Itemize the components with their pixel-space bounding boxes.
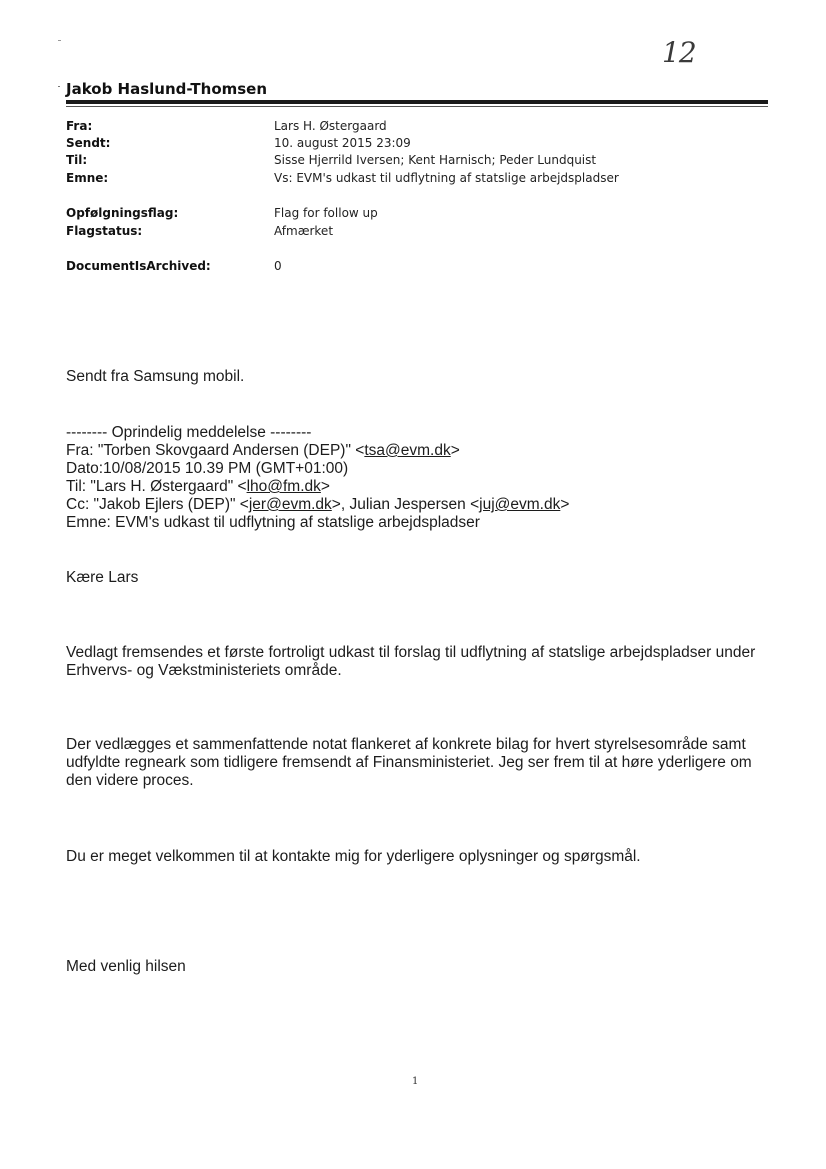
body-paragraph: Du er meget velkommen til at kontakte mig for yderligere oplysninger og spørgsmål. [66, 848, 641, 865]
header-divider-thick [66, 100, 768, 104]
header-row-sent [66, 136, 766, 154]
original-to-line [66, 478, 766, 496]
body-paragraph: Vedlagt fremsendes et første fortroligt udkast til forslag til udflytning af statslige arbejdspladser under Erhvervs- og Vækstministeriets område. [66, 644, 756, 679]
header-value: Lars H. Østergaard [274, 119, 387, 133]
header-label: Emne: [66, 171, 109, 185]
header-value: Afmærket [274, 224, 334, 238]
closing: Med venlig hilsen [66, 958, 186, 975]
original-message-header: -------- Oprindelig meddelelse -------- [66, 424, 312, 441]
header-label: DocumentIsArchived: [66, 259, 211, 273]
bracket-text: > [320, 478, 330, 495]
bracket-text: > [560, 496, 570, 513]
greeting: Kære Lars [66, 569, 139, 586]
original-from-text: Fra: "Torben Skovgaard Andersen (DEP)" < [66, 442, 365, 459]
header-row-subject [66, 171, 766, 189]
sent-from-line: Sendt fra Samsung mobil. [66, 368, 245, 385]
header-label: Fra: [66, 119, 93, 133]
header-value: 10. august 2015 23:09 [274, 136, 411, 150]
bracket-text: > [450, 442, 460, 459]
header-row-to [66, 153, 766, 171]
original-to-text: Til: "Lars H. Østergaard" < [66, 478, 247, 495]
email-link[interactable]: lho@fm.dk [246, 478, 321, 495]
header-row-archived [66, 259, 766, 277]
page-number: 1 [412, 1076, 419, 1087]
header-row-followup-flag [66, 206, 766, 224]
header-value: Sisse Hjerrild Iversen; Kent Harnisch; Peder Lundquist [274, 153, 597, 167]
email-link[interactable]: juj@evm.dk [479, 496, 561, 513]
original-from-line [66, 442, 766, 460]
scan-speck [58, 40, 61, 41]
email-link[interactable]: tsa@evm.dk [364, 442, 451, 459]
scan-speck [58, 86, 60, 87]
header-divider-thin [66, 106, 768, 107]
cc-middle-text: >, Julian Jespersen < [331, 496, 480, 513]
header-label: Til: [66, 153, 88, 167]
mailbox-owner-name: Jakob Haslund-Thomsen [66, 80, 268, 98]
original-date-line: Dato:10/08/2015 10.39 PM (GMT+01:00) [66, 460, 349, 477]
header-value: Flag for follow up [274, 206, 378, 220]
original-cc-text: Cc: "Jakob Ejlers (DEP)" < [66, 496, 249, 513]
header-label: Sendt: [66, 136, 111, 150]
handwritten-page-number: 12 [662, 36, 696, 69]
body-paragraph: Der vedlægges et sammenfattende notat flankeret af konkrete bilag for hvert styrelsesområde samt udfyldte regneark som tidligere fremsendt af Finansministeriet. Jeg ser frem til at høre yderligere om den videre proces. [66, 736, 752, 789]
header-value: Vs: EVM's udkast til udflytning af statslige arbejdspladser [274, 171, 619, 185]
email-link[interactable]: jer@evm.dk [248, 496, 332, 513]
header-label: Opfølgningsflag: [66, 206, 179, 220]
original-subject-line: Emne: EVM's udkast til udflytning af statslige arbejdspladser [66, 514, 480, 531]
header-label: Flagstatus: [66, 224, 143, 238]
header-row-flag-status [66, 224, 766, 242]
header-row-from [66, 119, 766, 137]
original-cc-line [66, 496, 766, 514]
header-value: 0 [274, 259, 282, 273]
